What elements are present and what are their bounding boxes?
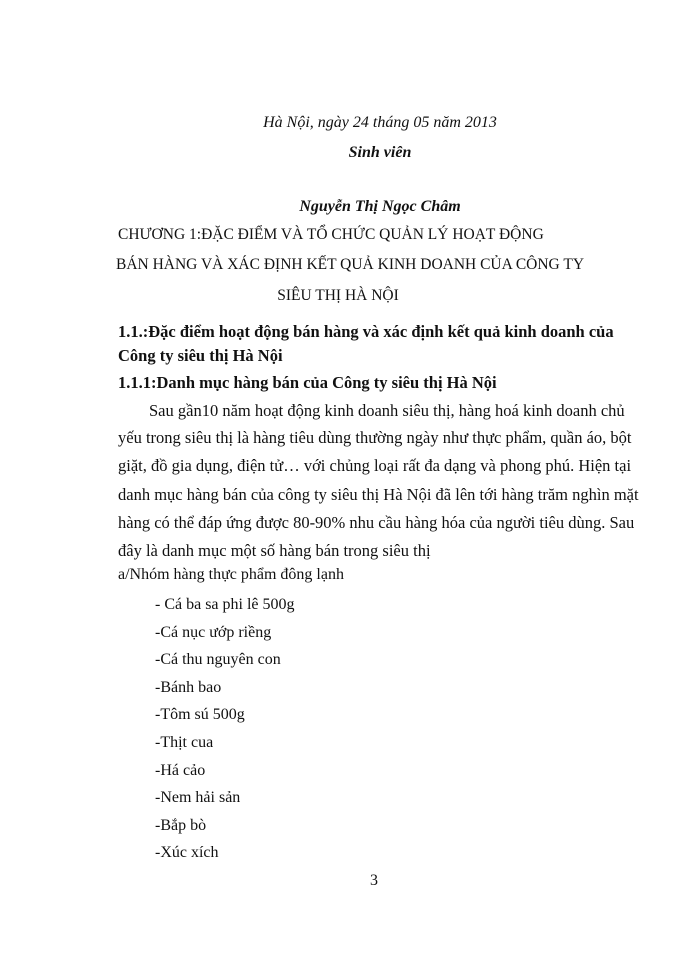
list-item: -Xúc xích <box>155 844 219 862</box>
signature-date: Hà Nội, ngày 24 tháng 05 năm 2013 <box>263 114 497 131</box>
signature-role: Sinh viên <box>348 144 412 161</box>
section-heading-line-2: Công ty siêu thị Hà Nội <box>118 346 283 365</box>
subsection-heading: 1.1.1:Danh mục hàng bán của Công ty siêu thị Hà Nội <box>118 373 497 392</box>
page-number: 3 <box>370 872 378 889</box>
chapter-title-line-3: SIÊU THỊ HÀ NỘI <box>277 287 399 304</box>
paragraph-line: đây là danh mục một số hàng bán trong siêu thị <box>118 541 431 560</box>
list-item: -Há cảo <box>155 761 206 779</box>
paragraph-line: giặt, đồ gia dụng, điện tử… với chủng loại rất đa dạng và phong phú. Hiện tại <box>118 456 632 475</box>
list-item: -Nem hải sản <box>155 789 241 807</box>
paragraph-line: yếu trong siêu thị là hàng tiêu dùng thường ngày như thực phẩm, quần áo, bột <box>118 428 632 447</box>
list-item: -Cá thu nguyên con <box>155 651 281 669</box>
list-item: -Thịt cua <box>155 733 214 751</box>
list-item: -Tôm sú 500g <box>155 706 245 724</box>
group-title: a/Nhóm hàng thực phẩm đông lạnh <box>118 566 344 583</box>
list-item: -Bắp bò <box>155 816 207 834</box>
list-item: -Cá nục ướp riềng <box>155 623 272 641</box>
signature-name: Nguyễn Thị Ngọc Châm <box>299 198 461 215</box>
paragraph-line: hàng có thể đáp ứng được 80-90% nhu cầu hàng hóa của người tiêu dùng. Sau <box>118 513 635 532</box>
product-list <box>155 594 295 870</box>
section-heading-line-1: 1.1.:Đặc điểm hoạt động bán hàng và xác định kết quả kinh doanh của <box>118 322 614 341</box>
list-item: -Bánh bao <box>155 678 222 696</box>
chapter-title-line-2: BÁN HÀNG VÀ XÁC ĐỊNH KẾT QUẢ KINH DOANH CỦA CÔNG TY <box>116 256 585 273</box>
paragraph-line: Sau gần10 năm hoạt động kinh doanh siêu thị, hàng hoá kinh doanh chủ <box>149 401 625 420</box>
paragraph-line: danh mục hàng bán của công ty siêu thị Hà Nội đã lên tới hàng trăm nghìn mặt <box>118 485 639 504</box>
list-item: - Cá ba sa phi lê 500g <box>155 596 295 613</box>
chapter-title-line-1: CHƯƠNG 1:ĐẶC ĐIỂM VÀ TỔ CHỨC QUẢN LÝ HOẠT ĐỘNG <box>118 226 544 243</box>
